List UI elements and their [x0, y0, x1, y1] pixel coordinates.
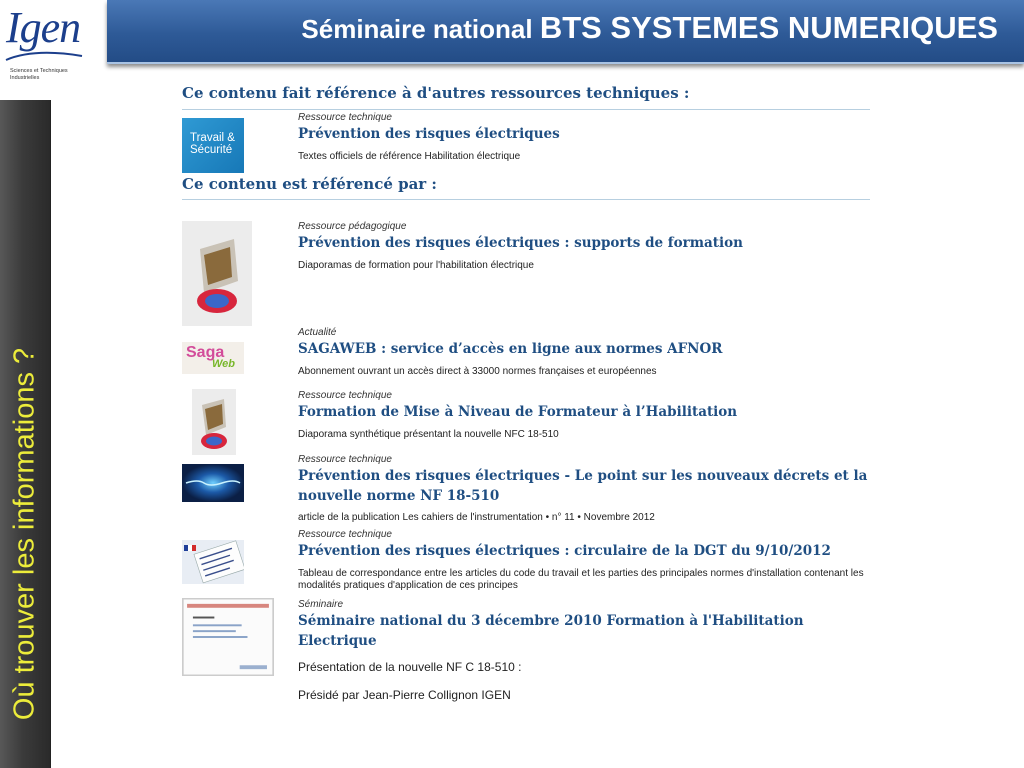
item-category: Ressource technique: [298, 529, 392, 540]
side-bar-label: Où trouver les informations ?: [8, 347, 41, 721]
saga-word: Saga: [186, 344, 225, 361]
item-description: Diaporamas de formation pour l'habilitation électrique: [298, 260, 534, 271]
list-item[interactable]: [182, 110, 870, 176]
item-description: Abonnement ouvrant un accès direct à 33000 normes françaises et européennes: [298, 366, 657, 377]
item-description-secondary: Présidé par Jean-Pierre Collignon IGEN: [298, 688, 511, 702]
item-category: Actualité: [298, 327, 337, 338]
item-category: Ressource technique: [298, 112, 392, 123]
item-category: Ressource pédagogique: [298, 221, 407, 232]
item-description: Textes officiels de référence Habilitation électrique: [298, 151, 521, 162]
seminar-presentation-thumbnail: [182, 598, 274, 676]
item-description: article de la publication Les cahiers de l'instrumentation • n° 11 • Novembre 2012: [298, 512, 655, 523]
page-title: [301, 10, 998, 46]
thumb-line1: Travail &: [190, 132, 235, 144]
item-title-link[interactable]: SAGAWEB : service d’accès en ligne aux normes AFNOR: [298, 341, 723, 357]
logo-swoosh-icon: [4, 50, 84, 64]
igen-logo: [0, 0, 92, 90]
list-item[interactable]: [182, 453, 870, 535]
item-title-link[interactable]: Formation de Mise à Niveau de Formateur à l’Habilitation: [298, 404, 738, 420]
sagaweb-logo-thumbnail: [182, 342, 244, 374]
section-divider: [182, 199, 870, 200]
circulaire-document-thumbnail: [182, 540, 244, 584]
travail-securite-thumbnail: [182, 118, 244, 173]
side-bar: [0, 100, 51, 768]
electric-arc-thumbnail: [182, 464, 244, 502]
section-heading-referenced-by: Ce contenu est référencé par :: [182, 175, 437, 193]
list-item[interactable]: [182, 598, 870, 728]
list-item[interactable]: [182, 221, 870, 329]
list-item[interactable]: [182, 326, 870, 386]
item-description: Tableau de correspondance entre les articles du code du travail et les parties des principales normes d'installation contenant les modalités pratiques d'application de ces principes: [298, 568, 864, 591]
list-item[interactable]: [182, 528, 870, 602]
item-title-link[interactable]: Prévention des risques électriques : circulaire de la DGT du 9/10/2012: [298, 543, 831, 559]
item-description: Présentation de la nouvelle NF C 18-510 :: [298, 660, 522, 674]
item-category: Ressource technique: [298, 454, 392, 465]
section-heading-references: Ce contenu fait référence à d'autres ressources techniques :: [182, 84, 690, 102]
item-title-link[interactable]: Prévention des risques électriques - Le point sur les nouveaux décrets et la nouvelle norme NF 18-510: [298, 468, 868, 504]
thumb-line2: Sécurité: [190, 144, 233, 156]
list-item[interactable]: [182, 389, 870, 451]
training-slides-thumbnail: [182, 221, 252, 326]
logo-subtitle: Sciences et Techniques Industrielles: [10, 68, 68, 81]
logo-wordmark: Igen: [6, 3, 81, 52]
item-description: Diaporama synthétique présentant la nouvelle NFC 18-510: [298, 429, 559, 440]
item-category: Ressource technique: [298, 390, 392, 401]
formation-slides-thumbnail: [192, 389, 236, 455]
web-word: Web: [212, 358, 236, 370]
item-category: Séminaire: [298, 599, 344, 610]
title-banner: [107, 0, 1024, 64]
item-title-link[interactable]: Prévention des risques électriques : supports de formation: [298, 235, 743, 251]
item-title-link[interactable]: Séminaire national du 3 décembre 2010 Formation à l'Habilitation Electrique: [298, 613, 804, 649]
item-title-link[interactable]: Prévention des risques électriques: [298, 126, 560, 142]
page-title-part2: BTS SYSTEMES NUMERIQUES: [539, 10, 998, 45]
page-title-part1: Séminaire national: [301, 14, 540, 44]
